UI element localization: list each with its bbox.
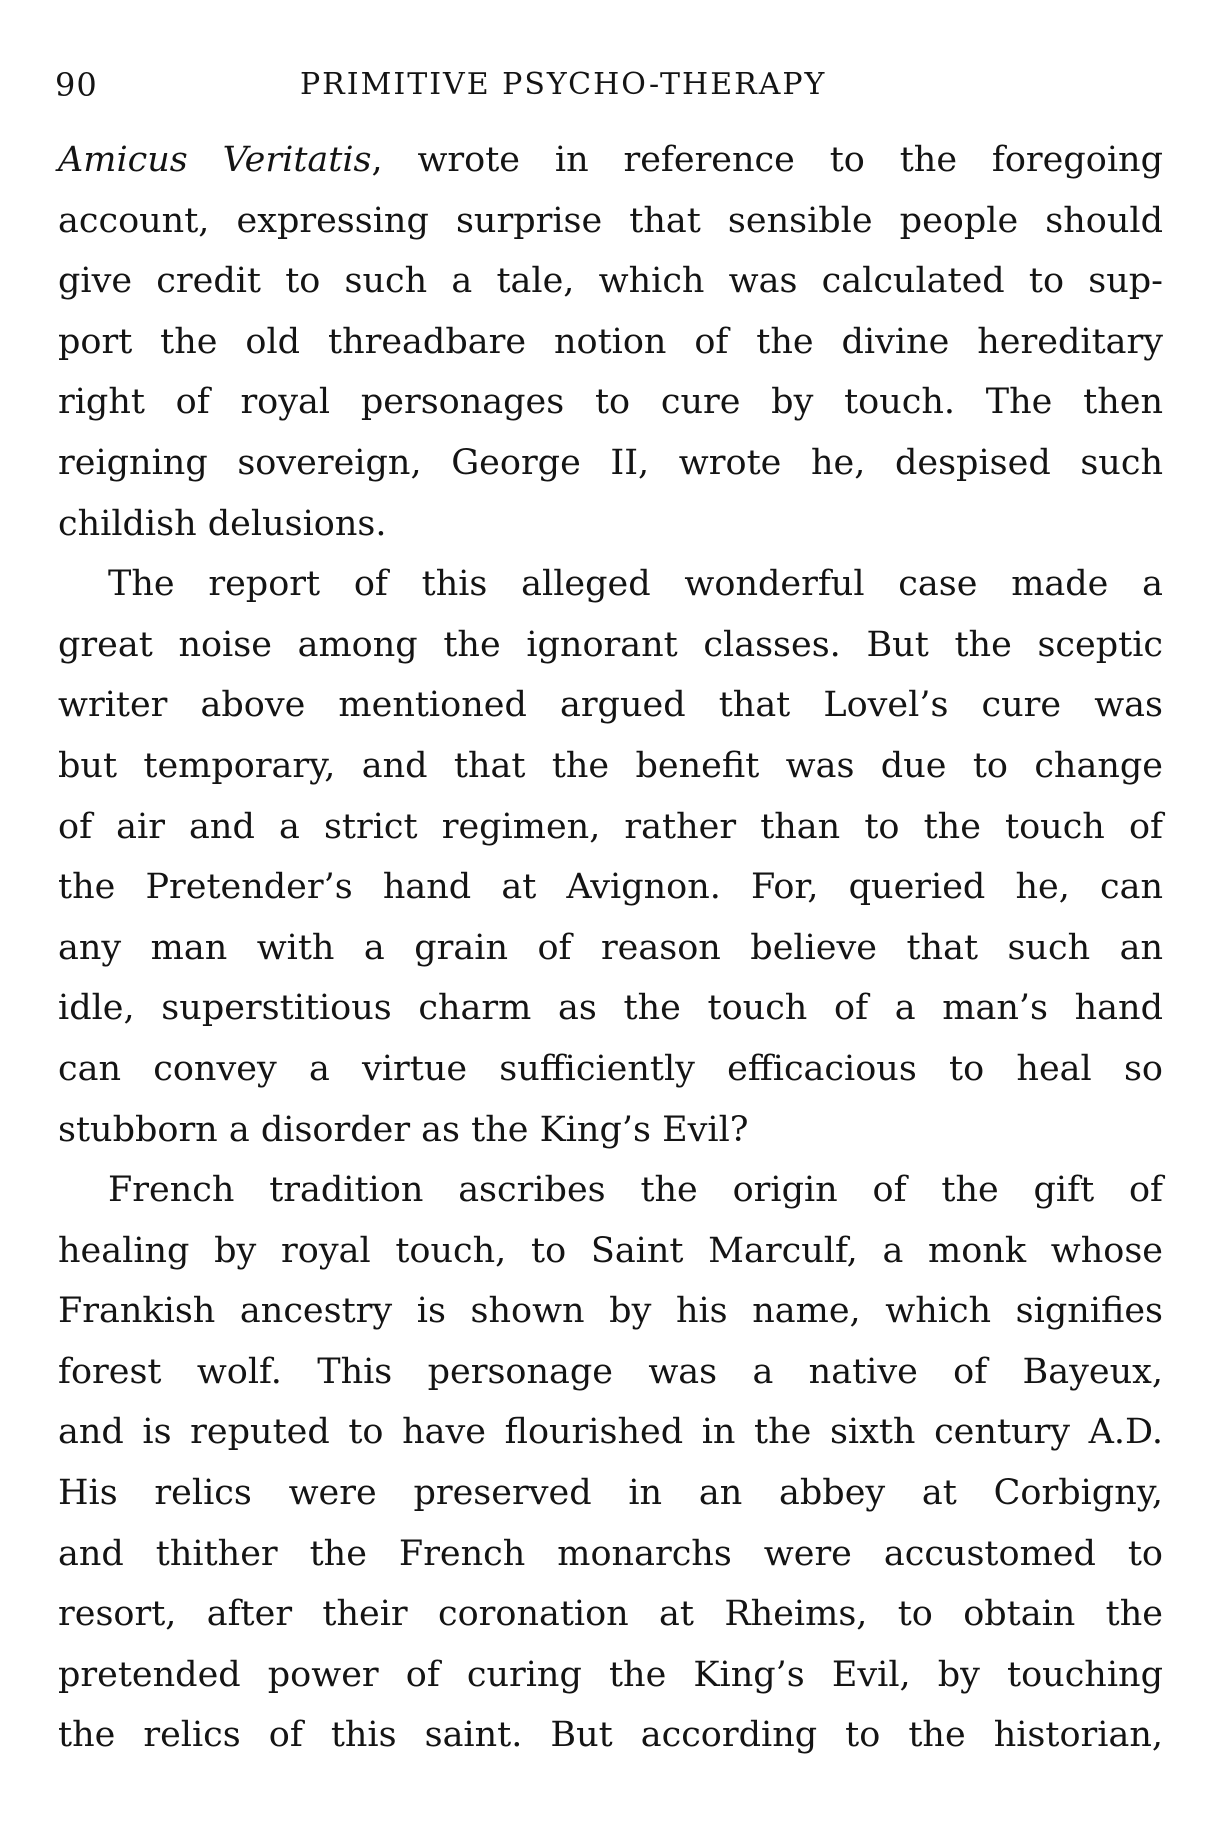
text-line: healing by royal touch, to Saint Marculf, a monk whose: [58, 1230, 1163, 1271]
text-line: Frankish ancestry is shown by his name, which signifies: [58, 1291, 1163, 1332]
running-title: PRIMITIVE PSYCHO-THERAPY: [300, 67, 827, 102]
text-line: French tradition ascribes the origin of the gift of: [108, 1170, 1163, 1211]
text-line: the Pretender’s hand at Avignon. For, queried he, can: [58, 867, 1163, 908]
text-line: childish delusions.: [58, 503, 387, 544]
text-line: but temporary, and that the benefit was due to change: [58, 745, 1163, 786]
text-line: give credit to such a tale, which was calculated to sup-: [58, 261, 1163, 302]
page-number: 90: [55, 66, 98, 104]
running-head: [55, 60, 1165, 110]
text-line: can convey a virtue sufficiently efficacious to heal so: [58, 1048, 1163, 1089]
text-line: the relics of this saint. But according to the historian,: [58, 1715, 1163, 1756]
text-line: stubborn a disorder as the King’s Evil?: [58, 1109, 749, 1150]
text-line: The report of this alleged wonderful case made a: [108, 564, 1163, 605]
text-line: Amicus Veritatis, wrote in reference to the foregoing: [58, 140, 1163, 180]
text-line: port the old threadbare notion of the divine hereditary: [58, 321, 1163, 362]
text-line: and thither the French monarchs were accustomed to: [58, 1533, 1163, 1574]
italic-phrase: Amicus Veritatis: [58, 140, 372, 180]
text-line: account, expressing surprise that sensible people should: [58, 200, 1163, 241]
text-line: pretended power of curing the King’s Evil, by touching: [58, 1654, 1163, 1695]
text-line: and is reputed to have flourished in the sixth century A.D.: [58, 1412, 1163, 1453]
text-line: forest wolf. This personage was a native of Bayeux,: [58, 1351, 1163, 1392]
text-line: reigning sovereign, George II, wrote he, despised such: [58, 442, 1163, 483]
text-line: any man with a grain of reason believe that such an: [58, 927, 1163, 968]
text-line: right of royal personages to cure by touch. The then: [58, 382, 1163, 423]
text-line: writer above mentioned argued that Lovel’s cure was: [58, 685, 1163, 726]
text-line: resort, after their coronation at Rheims, to obtain the: [58, 1594, 1163, 1635]
text-line: idle, superstitious charm as the touch of a man’s hand: [58, 988, 1163, 1029]
text-line: of air and a strict regimen, rather than to the touch of: [58, 806, 1163, 847]
body-text: [58, 130, 1163, 1766]
text-line: great noise among the ignorant classes. But the sceptic: [58, 624, 1163, 665]
text-line: His relics were preserved in an abbey at Corbigny,: [58, 1473, 1163, 1514]
